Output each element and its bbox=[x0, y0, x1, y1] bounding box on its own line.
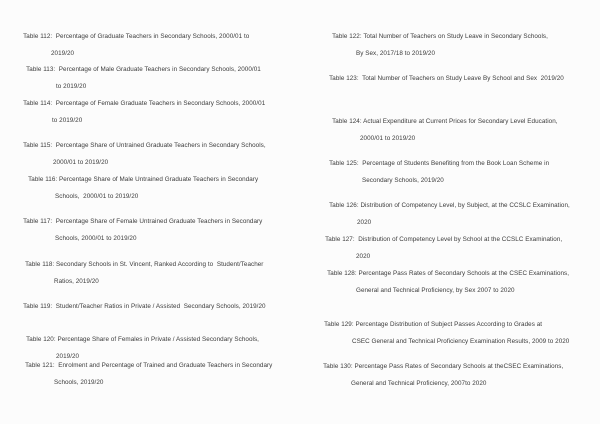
entry-title: Table 114: Percentage of Female Graduate Teachers in Secondary Schools, 2000/01 bbox=[23, 100, 266, 108]
entry-title: Table 130: Percentage Pass Rates of Secondary Schools at theCSEC Examinations, bbox=[323, 363, 564, 371]
entry-title: Table 120: Percentage Share of Females in Private / Assisted Secondary Schools, bbox=[26, 336, 259, 344]
list-item bbox=[316, 355, 563, 404]
entry-continuation: to 2019/20 bbox=[56, 82, 87, 90]
list-item bbox=[16, 295, 266, 320]
entry-continuation: Secondary Schools, 2019/20 bbox=[362, 176, 444, 184]
entry-title: Table 117: Percentage Share of Female Untrained Graduate Teachers in Secondary bbox=[23, 218, 263, 226]
entry-continuation: 2019/20 bbox=[56, 352, 80, 360]
entry-continuation: 2020 bbox=[356, 252, 371, 260]
entry-title: Table 113: Percentage of Male Graduate Teachers in Secondary Schools, 2000/01 bbox=[26, 66, 261, 74]
entry-continuation: Schools, 2000/01 to 2019/20 bbox=[55, 192, 139, 200]
entry-continuation: General and Technical Proficiency, 2007to 2020 bbox=[351, 379, 487, 387]
entry-continuation: 2000/01 to 2019/20 bbox=[360, 134, 416, 142]
entry-continuation: CSEC General and Technical Proficiency Examination Results, 2009 to 2020 bbox=[352, 337, 570, 345]
entry-continuation: 2019/20 bbox=[51, 49, 75, 57]
entry-continuation: Ratios, 2019/20 bbox=[54, 277, 99, 285]
list-item bbox=[320, 262, 569, 311]
entry-title: Table 123: Total Number of Teachers on Study Leave By School and Sex 2019/20 bbox=[329, 75, 564, 83]
list-item bbox=[18, 354, 272, 403]
entry-title: Table 121: Enrolment and Percentage of Trained and Graduate Teachers in Secondary bbox=[25, 362, 273, 370]
entry-title: Table 128: Percentage Pass Rates of Secondary Schools at the CSEC Examinations, bbox=[327, 270, 570, 278]
list-item bbox=[16, 210, 262, 259]
entry-continuation: Schools, 2019/20 bbox=[54, 378, 104, 386]
entry-continuation: to 2019/20 bbox=[52, 116, 83, 124]
entry-continuation: Schools, 2000/01 to 2019/20 bbox=[55, 234, 137, 242]
entry-title: Table 122: Total Number of Teachers on Study Leave in Secondary Schools, bbox=[332, 33, 548, 41]
entry-title: Table 119: Student/Teacher Ratios in Private / Assisted Secondary Schools, 2019/20 bbox=[23, 303, 266, 311]
list-item bbox=[322, 67, 564, 92]
entry-title: Table 115: Percentage Share of Untrained Graduate Teachers in Secondary Schools, bbox=[23, 142, 266, 150]
entry-continuation: 2020 bbox=[357, 218, 372, 226]
entry-title: Table 118: Secondary Schools in St. Vincent, Ranked According to Student/Teacher bbox=[25, 261, 264, 269]
entry-continuation: 2000/01 to 2019/20 bbox=[53, 158, 109, 166]
entry-title: Table 125: Percentage of Students Benefiting from the Book Loan Scheme in bbox=[329, 160, 550, 168]
entry-continuation: By Sex, 2017/18 to 2019/20 bbox=[356, 49, 436, 57]
entry-continuation: General and Technical Proficiency, by Sex 2007 to 2020 bbox=[356, 286, 515, 294]
entry-title: Table 112: Percentage of Graduate Teachers in Secondary Schools, 2000/01 to bbox=[23, 33, 250, 41]
entry-title: Table 127: Distribution of Competency Level by School at the CCSLC Examination, bbox=[325, 236, 563, 244]
entry-title: Table 124: Actual Expenditure at Current Prices for Secondary Level Education, bbox=[332, 118, 558, 126]
entry-title: Table 126: Distribution of Competency Level, by Subject, at the CCSLC Examination, bbox=[329, 202, 570, 210]
entry-title: Table 116: Percentage Share of Male Untrained Graduate Teachers in Secondary bbox=[28, 176, 259, 184]
entry-title: Table 129: Percentage Distribution of Subject Passes According to Grades at bbox=[324, 321, 543, 329]
